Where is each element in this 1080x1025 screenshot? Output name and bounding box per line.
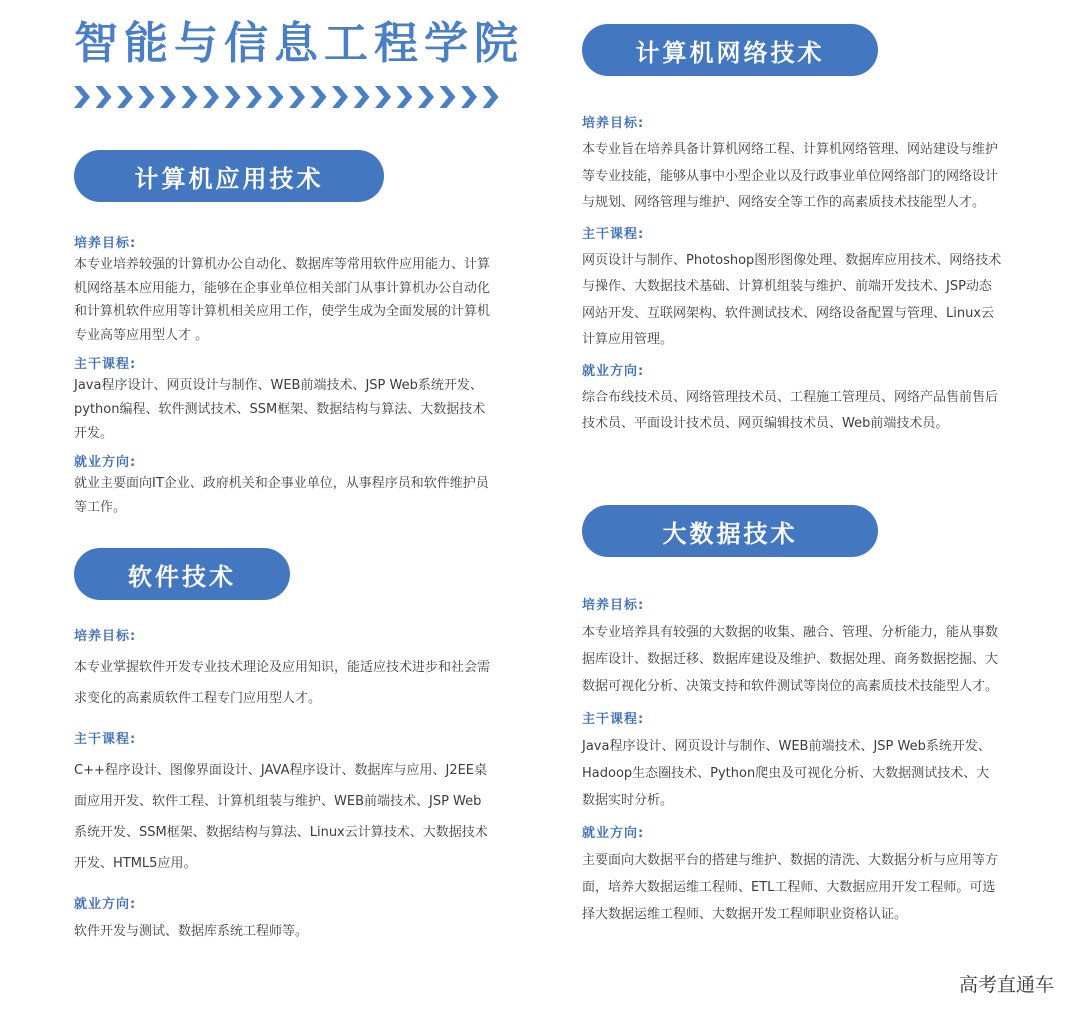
chevron-arrow-icon bbox=[246, 86, 262, 108]
chevron-arrow-icon bbox=[332, 86, 348, 108]
chevron-arrow-icon bbox=[96, 86, 112, 108]
chevron-divider bbox=[74, 84, 508, 110]
goal-text: 本专业掌握软件开发专业技术理论及应用知识，能适应技术进步和社会需求变化的高素质软件工程专门应用型人才。 bbox=[74, 660, 491, 706]
career-text: 就业主要面向IT企业、政府机关和企事业单位，从事程序员和软件维护员等工作。 bbox=[74, 476, 489, 515]
career-text: 综合布线技术员、网络管理技术员、工程施工管理员、网络产品售前售后技术员、平面设计技术员、网页编辑技术员、Web前端技术员。 bbox=[582, 389, 999, 431]
chevron-arrow-icon bbox=[483, 86, 499, 108]
goal-label: 培养目标: bbox=[582, 598, 645, 613]
career-text: 主要面向大数据平台的搭建与维护、数据的清洗、大数据分析与应用等方面，培养大数据运维工程师、ETL工程师、大数据应用开发工程师。可选择大数据运维工程师、大数据开发工程师职业资格认证。 bbox=[582, 853, 999, 922]
section-network bbox=[582, 112, 1002, 438]
chevron-arrow-icon bbox=[268, 86, 284, 108]
chevron-arrow-icon bbox=[354, 86, 370, 108]
chevron-arrow-icon bbox=[182, 86, 198, 108]
chevron-arrow-icon bbox=[311, 86, 327, 108]
courses-label: 主干课程: bbox=[582, 712, 645, 727]
section-bigdata bbox=[582, 594, 1002, 928]
courses-text: Java程序设计、网页设计与制作、WEB前端技术、JSP Web系统开发、python编程、软件测试技术、SSM框架、数据结构与算法、大数据技术开发。 bbox=[74, 378, 486, 441]
goal-label: 培养目标: bbox=[74, 629, 137, 644]
goal-text: 本专业培养具有较强的大数据的收集、融合、管理、分析能力，能从事数据库设计、数据迁移、数据库建设及维护、数据处理、商务数据挖掘、大数据可视化分析、决策支持和软件测试等岗位的高素质技术技能型人才。 bbox=[582, 625, 999, 694]
section-title-bigdata: 大数据技术 bbox=[582, 505, 878, 557]
courses-label: 主干课程: bbox=[74, 732, 137, 747]
section-computer-application bbox=[74, 232, 494, 519]
courses-text: Java程序设计、网页设计与制作、WEB前端技术、JSP Web系统开发、Hadoop生态圈技术、Python爬虫及可视化分析、大数据测试技术、大数据实时分析。 bbox=[582, 739, 991, 808]
goal-text: 本专业培养较强的计算机办公自动化、数据库等常用软件应用能力、计算机网络基本应用能力，能够在企事业单位相关部门从事计算机办公自动化和计算机软件应用等计算机相关应用工作，使学生成为全面发展的计算机专业高等应用型人才 。 bbox=[74, 257, 491, 343]
goal-label: 培养目标: bbox=[582, 116, 645, 131]
chevron-arrow-icon bbox=[74, 86, 90, 108]
chevron-arrow-icon bbox=[375, 86, 391, 108]
section-title-computer-application: 计算机应用技术 bbox=[74, 150, 384, 202]
career-label: 就业方向: bbox=[582, 363, 645, 379]
watermark: 高考直通车 bbox=[958, 974, 1054, 996]
section-software bbox=[74, 625, 494, 944]
chevron-arrow-icon bbox=[418, 86, 434, 108]
career-text: 软件开发与测试、数据库系统工程师等。 bbox=[74, 924, 309, 939]
section-title-network: 计算机网络技术 bbox=[582, 24, 878, 76]
courses-label: 主干课程: bbox=[74, 357, 137, 373]
courses-text: 网页设计与制作、Photoshop图形图像处理、数据库应用技术、网络技术与操作、大数据技术基础、计算机组装与维护、前端开发技术、JSP动态网站开发、互联网架构、软件测试技术、网络设备配置与管理、Linux云计算应用管理。 bbox=[582, 252, 1002, 347]
career-label: 就业方向: bbox=[74, 897, 137, 912]
career-label: 就业方向: bbox=[582, 826, 645, 841]
chevron-arrow-icon bbox=[289, 86, 305, 108]
chevron-arrow-icon bbox=[461, 86, 477, 108]
chevron-arrow-icon bbox=[440, 86, 456, 108]
chevron-arrow-icon bbox=[397, 86, 413, 108]
college-title: 智能与信息工程学院 bbox=[74, 18, 524, 69]
chevron-arrow-icon bbox=[225, 86, 241, 108]
chevron-arrow-icon bbox=[160, 86, 176, 108]
courses-label: 主干课程: bbox=[582, 226, 645, 242]
career-label: 就业方向: bbox=[74, 455, 137, 471]
chevron-arrow-icon bbox=[139, 86, 155, 108]
goal-label: 培养目标: bbox=[74, 236, 137, 251]
section-title-software: 软件技术 bbox=[74, 548, 290, 600]
chevron-arrow-icon bbox=[117, 86, 133, 108]
courses-text: C++程序设计、图像界面设计、JAVA程序设计、数据库与应用、J2EE桌面应用开发、软件工程、计算机组装与维护、WEB前端技术、JSP Web系统开发、SSM框架、数据结构与算法、Linux云计算技术、大数据技术开发、HTML5应用。 bbox=[74, 763, 488, 871]
chevron-arrow-icon bbox=[203, 86, 219, 108]
goal-text: 本专业旨在培养具备计算机网络工程、计算机网络管理、网站建设与维护等专业技能，能够从事中小型企业以及行政事业单位网络部门的网络设计与规划、网络管理与维护、网络安全等工作的高素质技术技能型人才。 bbox=[582, 142, 999, 210]
